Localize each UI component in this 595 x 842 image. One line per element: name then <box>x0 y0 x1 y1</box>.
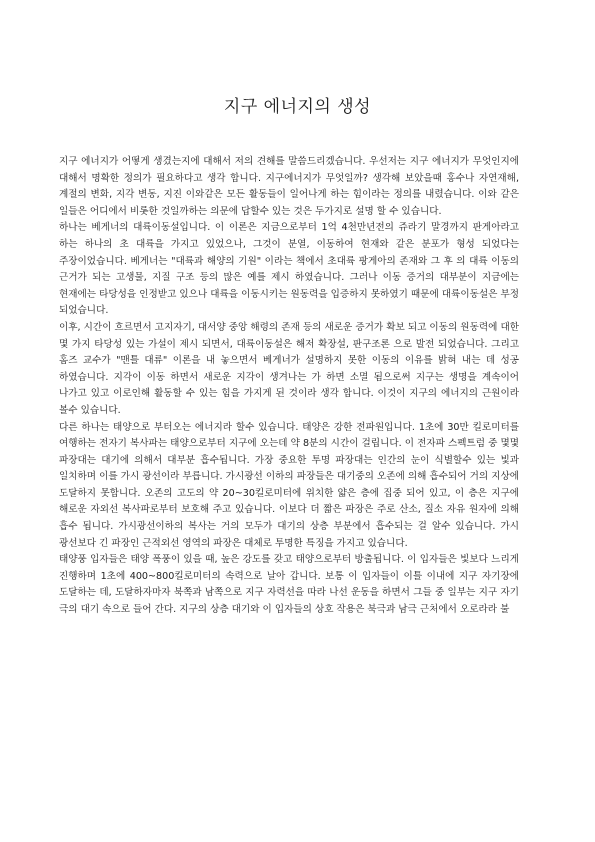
paragraph-solar-wind: 태양풍 입자들은 태양 폭풍이 있을 때, 높은 강도를 갖고 태양으로부터 방출됩니다. 이 입자들은 빛보다 느리게 진행하며 1초에 400~800킬로미터의 속력으로 날아 갑니다. 보통 이 입자들이 이틀 이내에 지구 자기장에 도달하는 데, 도달하자마자 북쪽과 남쪽으로 지구 자력선을 따라 나선 운동을 하면서 그들 중 일부는 지구 자기 극의 대기 속으로 들어 간다. 지구의 상층 대기와 이 입자들의 상호 작용은 북극과 남극 근처에서 오로라라 불 <box>59 554 519 616</box>
document-body <box>59 154 519 619</box>
document-title: 지구 에너지의 생성 <box>223 97 372 117</box>
paragraph-plate-tectonics: 이후, 시간이 흐르면서 고지자기, 대서양 중앙 해령의 존재 등의 새로운 증거가 확보 되고 이동의 원동력에 대한 몇 가지 타당성 있는 가설이 제시 되면서, 대륙이동설은 해저 확장설, 판구조론 으로 발전 되었습니다. 그리고 홈즈 교수가 "맨틀 대류" 이론을 내 놓으면서 베게너가 설명하지 못한 이동의 이유를 밝혀 내는 데 성공 하였습니다. 지각이 이동 하면서 새로운 지각이 생겨나는 가 하면 소멸 됨으로써 지구는 생명을 계속이어 나가고 있고 이로인해 활동할 수 있는 힘을 가지게 된 것이라 생각 합니다. 이것이 지구의 에너지의 근원이라 볼수 있습니다. <box>59 321 519 416</box>
paragraph-intro: 지구 에너지가 어떻게 생겼는지에 대해서 저의 견해를 말씀드리겠습니다. 우선저는 지구 에너지가 무엇인지에 대해서 명확한 정의가 필요하다고 생각 합니다. 지구에너지가 무엇일까? 생각해 보았을때 홍수나 자연재해, 계절의 변화, 지각 변동, 지진 이와같은 모든 활동들이 일어나게 하는 힘이라는 정의를 내렸습니다. 이와 같은 일들은 어디에서 비롯한 것일까하는 의문에 답할수 있는 것은 두가지로 설명 할 수 있습니다. <box>59 156 519 217</box>
paragraph-continental-drift: 하나는 베게너의 대륙이동설입니다. 이 이론은 지금으로부터 1억 4천만년전의 쥬라기 말경까지 판게아라고 하는 하나의 초 대륙을 가지고 있었으나, 그것이 분열, 이동하여 현재와 같은 분포가 형성 되었다는 주장이었습니다. 베게너는 "대륙과 해양의 기원" 이라는 책에서 초대륙 팡게아의 존재와 그 후 의 대륙 이동의 근거가 되는 고생물, 지질 구조 등의 많은 예를 제시 하였습니다. 그러나 이동 증거의 대부분이 지금에는 현재에는 타당성을 인정받고 있으나 대륙을 이동시키는 원동력을 입증하지 못하였기 때문에 대륙이동설은 부정 되었습니다. <box>59 222 519 317</box>
paragraph-solar-energy: 다른 하나는 태양으로 부터오는 에너지라 할수 있습니다. 태양은 강한 전파원입니다. 1초에 30만 킬로미터를 여행하는 전자기 복사파는 태양으로부터 지구에 오는데 약 8분의 시간이 걸립니다. 이 전자파 스펙트럼 중 몇몇 파장대는 대기에 의해서 대부분 흡수됩니다. 가장 중요한 투명 파장대는 인간의 눈이 식별할수 있는 빛과 일치하며 이를 가시 광선이라 부릅니다. 가시광선 이하의 파장들은 대기중의 오존에 의해 흡수되어 거의 지상에 도달하지 못합니다. 오존의 고도의 약 20~30킬로미터에 위치한 얇은 층에 집중 되어 있고, 이 층은 지구에 해로운 자외선 복사파로부터 보호해 주고 있습니다. 이보다 더 짧은 파장은 주로 산소, 질소 자유 원자에 의해 흡수 됩니다. 가시광선이하의 복사는 거의 모두가 대기의 상층 부분에서 흡수되는 걸 알수 있습니다. 가시 광선보다 긴 파장인 근적외선 영역의 파장은 대체로 투명한 특징을 가지고 있습니다. <box>59 421 519 549</box>
